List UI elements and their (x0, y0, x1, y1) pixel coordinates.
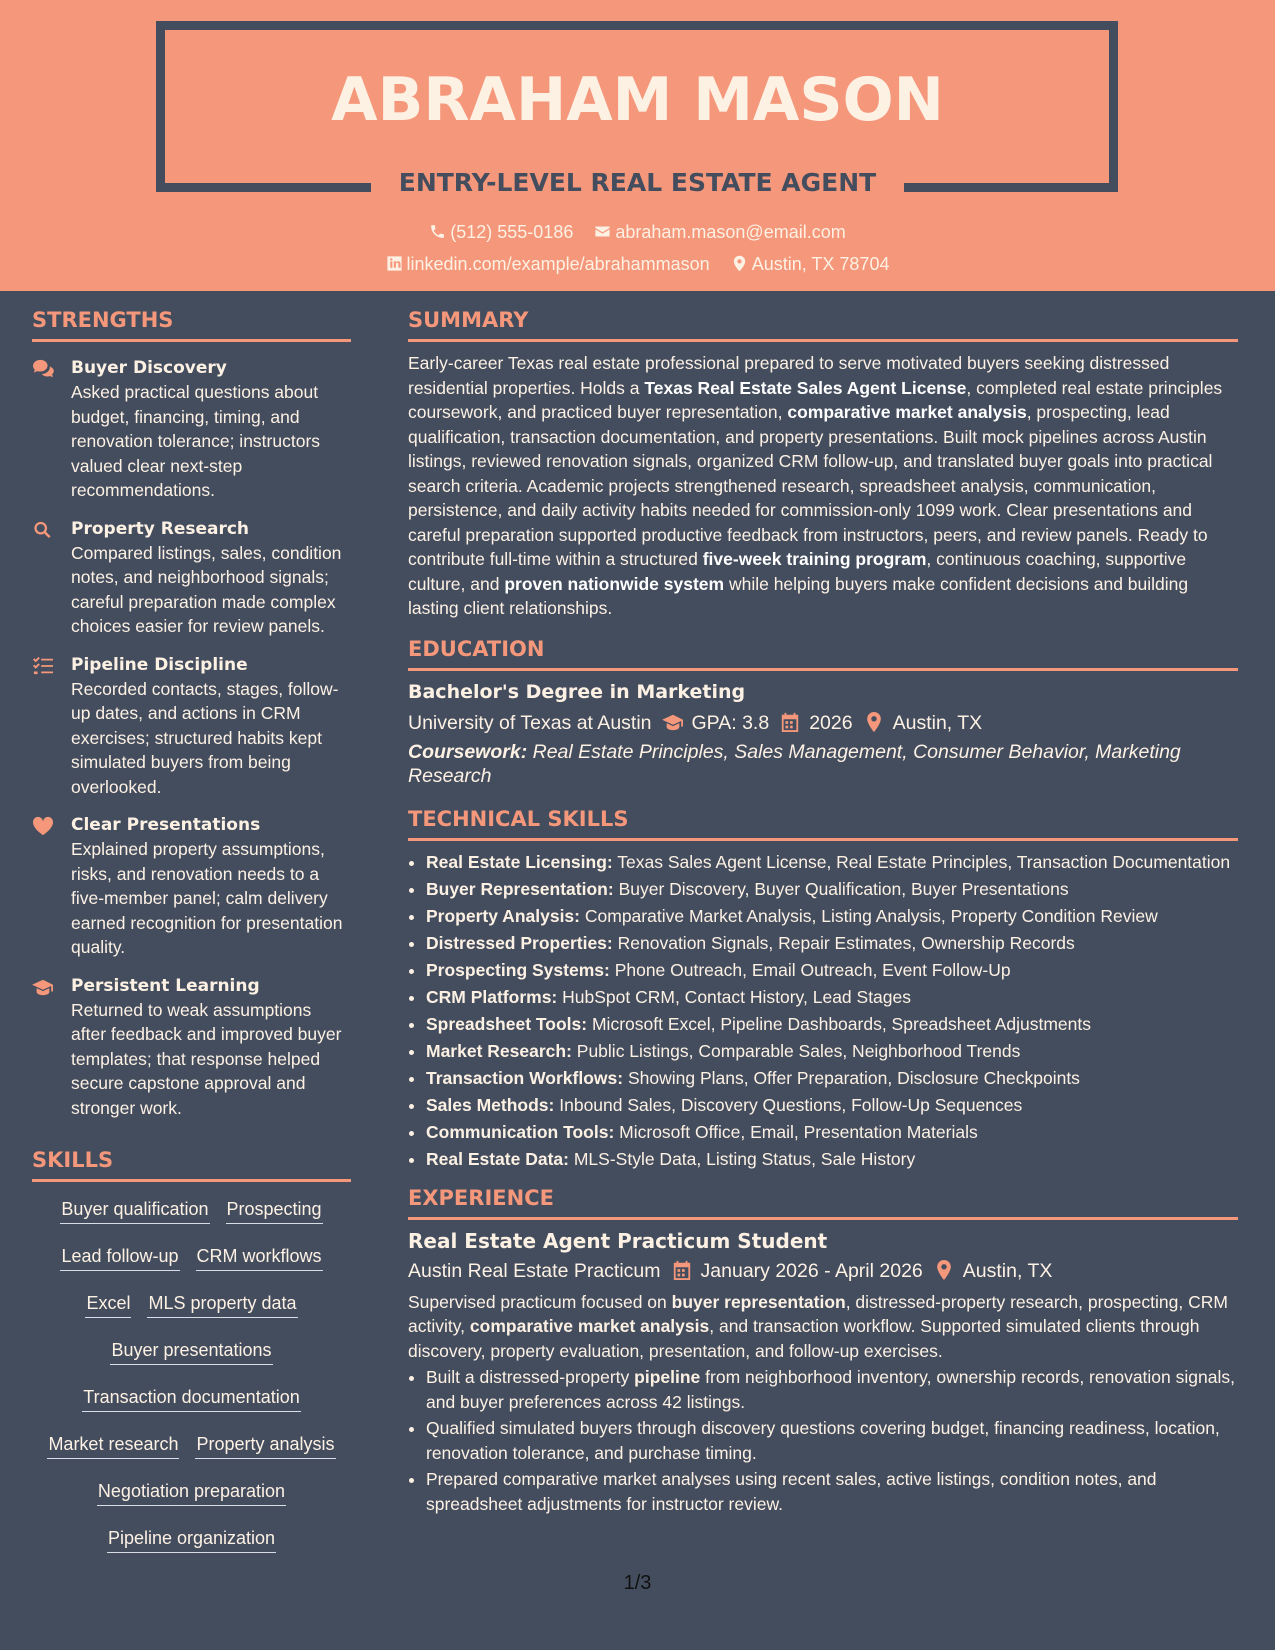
map-pin-icon (863, 712, 885, 732)
experience-description (408, 1290, 1238, 1364)
section-divider (408, 1217, 1238, 1220)
summary-section (408, 306, 1238, 621)
list-item (426, 904, 1238, 928)
skill-tag-row (32, 1384, 351, 1412)
right-column (408, 306, 1238, 1518)
linkedin-icon (386, 255, 403, 272)
summary-part: , completed real estate principles coursework, and practiced buyer representation, (408, 377, 1223, 422)
section-divider (32, 1179, 351, 1182)
strength-text: Recorded contacts, stages, follow-up dates, and actions in CRM exercises; structured habits kept simulated buyers from being overlooked. (71, 678, 339, 797)
experience-bullets (408, 1365, 1238, 1516)
strength-item (32, 653, 351, 800)
section-divider (408, 668, 1238, 671)
education-section (408, 635, 1238, 788)
list-item (426, 1467, 1238, 1516)
education-location: Austin, TX (892, 711, 983, 734)
summary-bold: proven nationwide system (504, 573, 725, 594)
summary-bold: comparative market analysis (787, 402, 1027, 422)
summary-heading: SUMMARY (408, 308, 529, 332)
bullet-part: Built a distressed-property (426, 1367, 635, 1387)
skills-section (32, 1146, 351, 1553)
frame-border-top (156, 21, 1118, 30)
email-text[interactable]: abraham.mason@email.com (615, 222, 846, 242)
bullet-part: from neighborhood inventory, ownership records, renovation signals, and buyer preferences across 42 listings. (426, 1367, 1235, 1412)
list-item (426, 958, 1238, 982)
list-item (426, 985, 1238, 1009)
linkedin-contact[interactable] (386, 252, 710, 276)
skill-category: Spreadsheet Tools: (426, 1013, 588, 1034)
skill-tag-row (32, 1431, 351, 1459)
graduation-year: 2026 (809, 711, 853, 734)
skill-category: Property Analysis: (426, 905, 580, 926)
map-pin-icon (731, 255, 748, 272)
skill-tag: Excel (85, 1290, 131, 1318)
strength-heading: Pipeline Discipline (71, 654, 248, 675)
calendar-icon (779, 712, 801, 732)
gpa-text: GPA: 3.8 (691, 711, 770, 734)
summary-text (408, 351, 1238, 621)
skill-tag: MLS property data (147, 1290, 297, 1318)
bullet-part: Prepared comparative market analyses using recent sales, active listings, condition notes, and spreadsheet adjustments for instructor review. (426, 1469, 1157, 1514)
skill-tag: Property analysis (195, 1431, 335, 1459)
skill-values: MLS-Style Data, Listing Status, Sale History (573, 1148, 916, 1169)
skill-values: Phone Outreach, Email Outreach, Event Follow-Up (614, 959, 1011, 980)
desc-part: Supervised practicum focused on (408, 1291, 672, 1312)
strength-text: Explained property assumptions, risks, and renovation needs to a five-member panel; calm delivery earned recognition for presentation quality. (71, 839, 343, 957)
map-pin-icon (933, 1260, 955, 1280)
strength-item (32, 517, 351, 639)
desc-part: , distressed-property research, prospecting, CRM activity, (408, 1291, 1228, 1336)
skill-values: Buyer Discovery, Buyer Qualification, Buyer Presentations (618, 878, 1069, 899)
strength-heading: Persistent Learning (71, 975, 260, 996)
skill-tag-row (32, 1243, 351, 1271)
coursework (408, 740, 1238, 788)
list-check-icon (32, 656, 54, 676)
experience-section (408, 1184, 1238, 1517)
skill-category: Prospecting Systems: (426, 959, 610, 980)
section-divider (408, 838, 1238, 841)
skill-tag: CRM workflows (196, 1243, 323, 1271)
skill-values: Inbound Sales, Discovery Questions, Follow-Up Sequences (559, 1094, 1023, 1115)
list-item (426, 1012, 1238, 1036)
skill-values: Renovation Signals, Repair Estimates, Ownership Records (617, 932, 1075, 953)
list-item (426, 1147, 1238, 1171)
skill-values: Microsoft Excel, Pipeline Dashboards, Spreadsheet Adjustments (591, 1013, 1091, 1034)
desc-bold: comparative market analysis (469, 1316, 710, 1336)
education-meta (408, 709, 1238, 737)
list-item (426, 1093, 1238, 1117)
summary-part: , prospecting, lead qualification, transaction documentation, and property presentations. Built mock pipelines across Austin listings, reviewed renovation signals, organized CRM follow-up, and translated buyer goals into practical search criteria. Academic projects strengthened research, spreadsheet analysis, communication, persistence, and daily activity habits needed for commission-only 1099 work. Clear presentations and careful preparation supported productive feedback from instructors, peers, and review panels. Ready to contribute full-time within a structured (408, 402, 1213, 569)
technical-skills-section (408, 805, 1238, 1171)
summary-part: , continuous coaching, supportive culture, and (408, 549, 1187, 594)
bullet-bold: pipeline (634, 1367, 701, 1387)
skill-category: Market Research: (426, 1040, 572, 1061)
skill-values: Comparative Market Analysis, Listing Analysis, Property Condition Review (584, 905, 1158, 926)
strength-text: Compared listings, sales, condition notes, and neighborhood signals; careful preparation made complex choices easier for review panels. (71, 542, 342, 636)
strength-item (32, 356, 351, 503)
skill-values: Texas Sales Agent License, Real Estate Principles, Transaction Documentation (617, 851, 1231, 872)
comments-icon (32, 359, 54, 379)
strength-item (32, 813, 351, 960)
experience-meta (408, 1257, 1238, 1285)
page-number: 1/3 (623, 1572, 652, 1594)
skill-tag-row (32, 1525, 351, 1553)
skill-values: Showing Plans, Offer Preparation, Disclosure Checkpoints (627, 1067, 1080, 1088)
strength-heading: Clear Presentations (71, 815, 261, 835)
skill-tag: Market research (47, 1431, 179, 1459)
technical-skills-heading: TECHNICAL SKILLS (408, 806, 629, 831)
phone-icon (429, 223, 446, 240)
header (0, 0, 1275, 291)
linkedin-text[interactable]: linkedin.com/example/abrahammason (406, 254, 710, 274)
desc-part: , and transaction workflow. Supported simulated clients through discovery, property evaluation, presentation, and follow-up exercises. (408, 1316, 1200, 1361)
education-heading: EDUCATION (408, 636, 545, 661)
company-name: Austin Real Estate Practicum (408, 1259, 661, 1282)
strength-heading: Buyer Discovery (71, 358, 227, 378)
phone-contact (429, 220, 573, 244)
strengths-heading: STRENGTHS (32, 308, 174, 332)
skill-tag: Lead follow-up (60, 1243, 179, 1271)
list-item (426, 1120, 1238, 1144)
location-contact (731, 252, 890, 276)
heart-icon (32, 816, 54, 836)
bullet-part: Qualified simulated buyers through discovery questions covering budget, financing readiness, location, renovation tolerance, and purchase timing. (426, 1418, 1220, 1463)
technical-skills-list (408, 850, 1238, 1171)
skill-tag: Buyer qualification (60, 1196, 209, 1224)
job-role: Real Estate Agent Practicum Student (408, 1228, 828, 1253)
list-item (426, 850, 1238, 874)
coursework-label: Coursework: (408, 740, 528, 763)
skills-heading: SKILLS (32, 1148, 114, 1172)
summary-bold: Texas Real Estate Sales Agent License (644, 377, 967, 398)
skills-tags (32, 1196, 351, 1553)
job-location: Austin, TX (962, 1259, 1053, 1282)
skill-tag: Prospecting (226, 1196, 323, 1224)
list-item (426, 1416, 1238, 1465)
graduation-cap-icon (32, 977, 54, 997)
skill-values: Public Listings, Comparable Sales, Neighborhood Trends (576, 1040, 1021, 1061)
strength-text: Returned to weak assumptions after feedback and improved buyer templates; that response helped secure capstone approval and stronger work. (71, 999, 342, 1118)
calendar-icon (671, 1260, 693, 1280)
strength-text: Asked practical questions about budget, financing, timing, and renovation tolerance; instructors valued clear next-step recommendations. (71, 382, 321, 500)
skill-category: Communication Tools: (426, 1121, 615, 1142)
list-item (426, 1365, 1238, 1414)
strength-heading: Property Research (71, 518, 250, 539)
degree-title: Bachelor's Degree in Marketing (408, 680, 746, 703)
skill-category: Distressed Properties: (426, 932, 613, 953)
skill-tag: Negotiation preparation (97, 1478, 286, 1506)
skill-category: Real Estate Licensing: (426, 851, 613, 872)
skill-category: CRM Platforms: (426, 986, 558, 1007)
contact-row-1 (0, 220, 1275, 244)
list-item (426, 931, 1238, 955)
section-divider (408, 339, 1238, 342)
skill-tag-row (32, 1337, 351, 1365)
job-title: ENTRY-LEVEL REAL ESTATE AGENT (398, 168, 877, 197)
skill-category: Real Estate Data: (426, 1148, 569, 1169)
skill-tag-row (32, 1478, 351, 1506)
summary-part: while helping buyers make confident decisions and building lasting client relationships. (408, 573, 1189, 618)
strength-item (32, 974, 351, 1121)
contact-row-2 (0, 252, 1275, 276)
candidate-name: ABRAHAM MASON (331, 65, 944, 135)
search-icon (32, 520, 54, 540)
phone-text: (512) 555-0186 (450, 222, 574, 242)
experience-heading: EXPERIENCE (408, 1185, 554, 1210)
skill-values: HubSpot CRM, Contact History, Lead Stages (562, 986, 912, 1007)
strengths-section (32, 306, 351, 1120)
school-name: University of Texas at Austin (408, 711, 652, 734)
list-item (426, 877, 1238, 901)
skill-category: Buyer Representation: (426, 878, 614, 899)
desc-bold: buyer representation (671, 1291, 846, 1312)
skill-tag-row (32, 1290, 351, 1318)
skill-category: Transaction Workflows: (426, 1067, 624, 1088)
skill-tag-row (32, 1196, 351, 1224)
section-divider (32, 339, 351, 342)
summary-part: Early-career Texas real estate professional prepared to serve motivated buyers seeking distressed residential properties. Holds a (408, 353, 1170, 398)
left-column (32, 306, 351, 1572)
skill-tag: Buyer presentations (110, 1337, 272, 1365)
skill-values: Microsoft Office, Email, Presentation Materials (619, 1121, 978, 1142)
skill-tag: Transaction documentation (82, 1384, 300, 1412)
job-dates: January 2026 - April 2026 (700, 1259, 923, 1282)
summary-bold: five-week training program (702, 549, 927, 569)
skill-tag: Pipeline organization (107, 1525, 276, 1553)
list-item (426, 1066, 1238, 1090)
email-contact[interactable] (594, 220, 845, 244)
graduation-cap-icon (662, 712, 684, 732)
skill-category: Sales Methods: (426, 1094, 555, 1115)
list-item (426, 1039, 1238, 1063)
coursework-list: Real Estate Principles, Sales Management, Consumer Behavior, Marketing Research (408, 740, 1181, 787)
envelope-icon (594, 223, 611, 240)
location-text: Austin, TX 78704 (751, 254, 890, 274)
